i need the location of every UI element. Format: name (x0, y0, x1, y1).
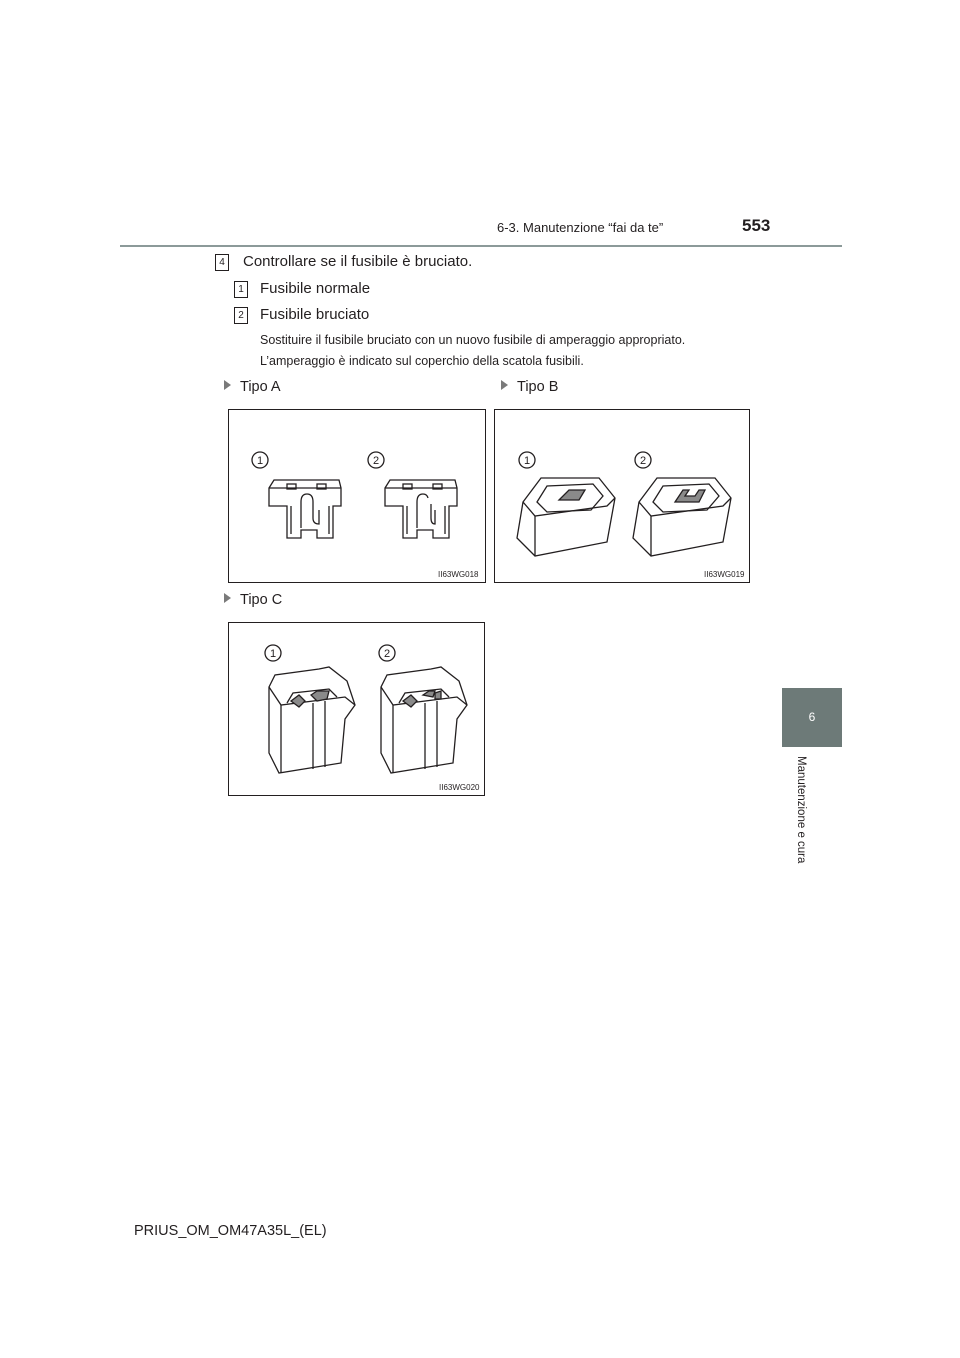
note-line-2: L’amperaggio è indicato sul coperchio della scatola fusibili. (260, 354, 584, 368)
figure-tipo-b (494, 409, 750, 583)
triangle-bullet-icon (224, 593, 231, 603)
section-title: 6-3. Manutenzione “fai da te” (497, 220, 664, 235)
fuse-type-b-illustration (495, 410, 751, 584)
figure-tipo-c (228, 622, 485, 796)
figure-label-tipo-b: Tipo B (501, 379, 558, 395)
item-number-2: 2 (234, 307, 248, 324)
page-number: 553 (742, 216, 771, 235)
chapter-tab: 6 (782, 688, 842, 747)
figure-code: II63WG018 (438, 570, 479, 579)
header-rule (120, 245, 842, 247)
figure-label-tipo-a: Tipo A (224, 379, 281, 395)
item-label-blown-fuse: Fusibile bruciato (260, 306, 370, 323)
triangle-bullet-icon (501, 380, 508, 390)
callout-2: 2 (639, 455, 647, 467)
fuse-type-c-illustration (229, 623, 486, 797)
callout-2: 2 (383, 648, 391, 660)
fuse-type-a-illustration (229, 410, 487, 584)
triangle-bullet-icon (224, 380, 231, 390)
step-title: Controllare se il fusibile è bruciato. (243, 253, 473, 270)
item-number-1: 1 (234, 281, 248, 298)
figure-tipo-a (228, 409, 486, 583)
figure-code: II63WG019 (704, 570, 745, 579)
figure-code: II63WG020 (439, 783, 480, 792)
callout-1: 1 (523, 455, 531, 467)
callout-1: 1 (256, 455, 264, 467)
step-number-box: 4 (215, 254, 229, 271)
item-label-normal-fuse: Fusibile normale (260, 280, 371, 297)
callout-1: 1 (269, 648, 277, 660)
note-line-1: Sostituire il fusibile bruciato con un nuovo fusibile di amperaggio appropriato. (260, 333, 686, 347)
callout-2: 2 (372, 455, 380, 467)
figure-label-tipo-c: Tipo C (224, 592, 282, 608)
document-code: PRIUS_OM_OM47A35L_(EL) (134, 1223, 327, 1239)
chapter-label: Manutenzione e cura (795, 756, 807, 864)
